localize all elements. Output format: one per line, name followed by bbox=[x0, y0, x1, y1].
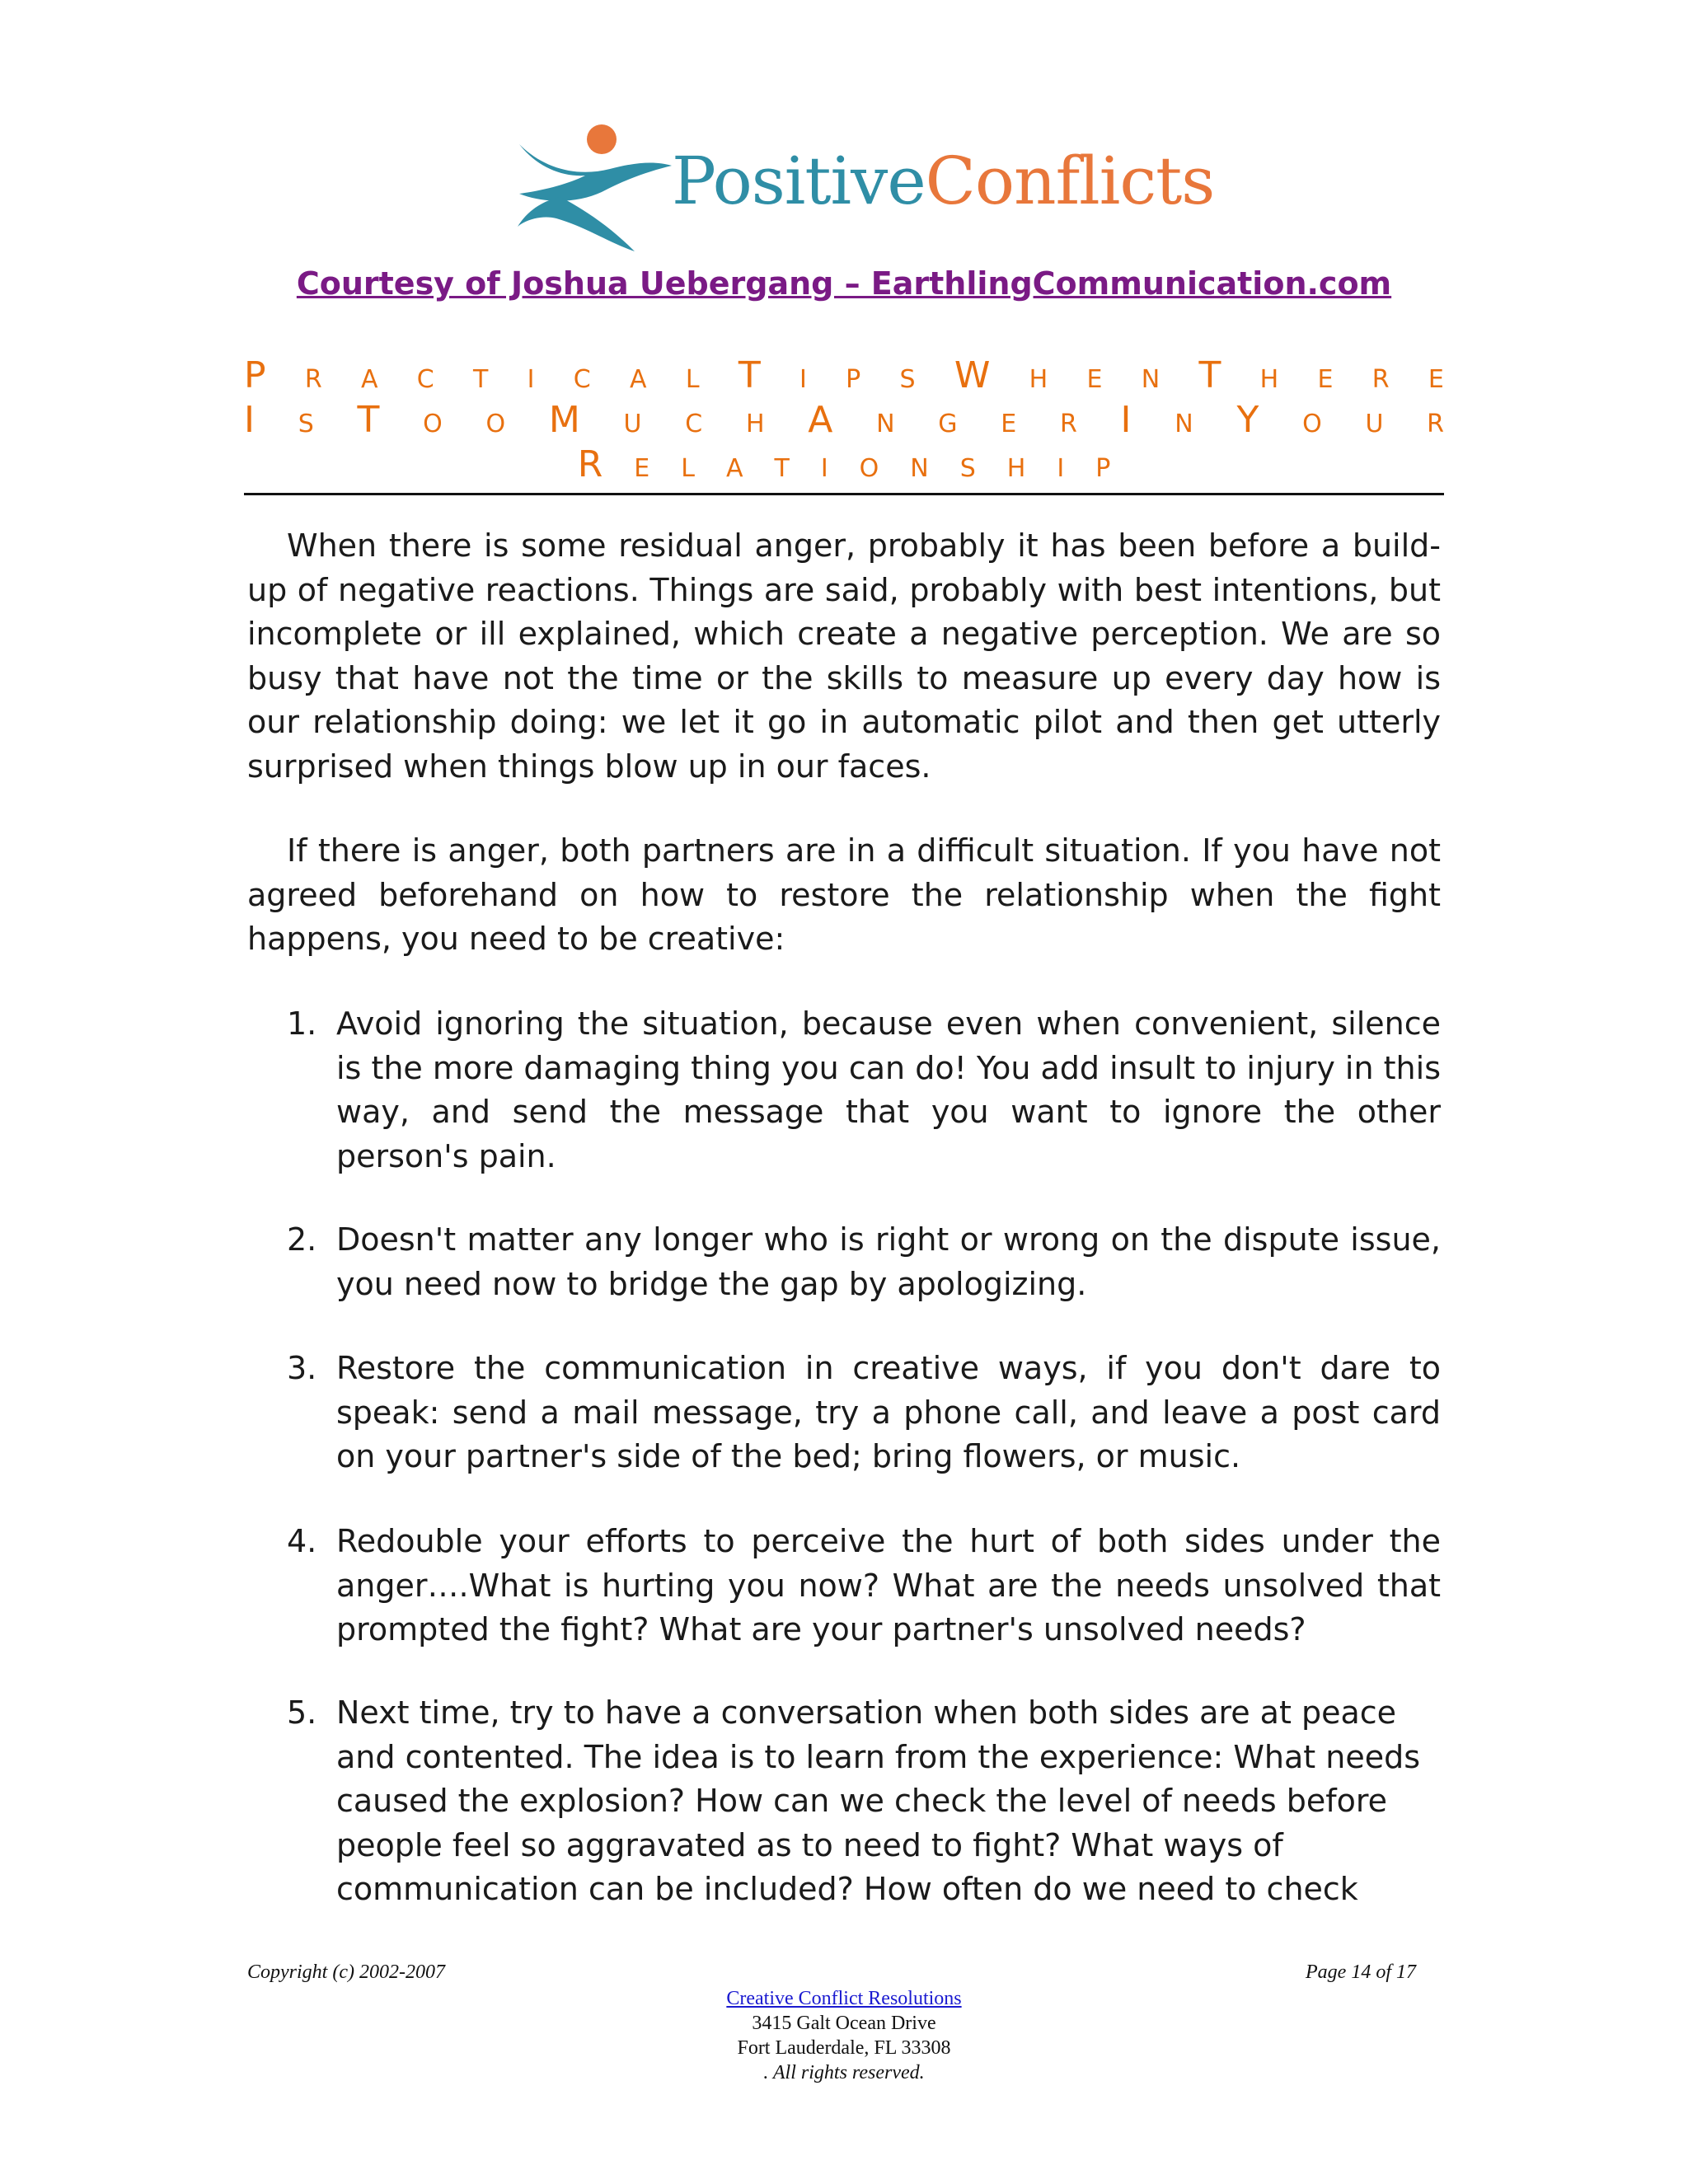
title-letter: R bbox=[1427, 410, 1444, 438]
title-letter: E bbox=[1428, 365, 1444, 394]
title-letter: G bbox=[938, 410, 958, 438]
list-text: Restore the communication in creative ways, if you don't dare to speak: send a mail message, try a phone call, and leave a post card on your partner's side of the bed; bring flowers, or music. bbox=[336, 1350, 1441, 1474]
list-number: 2. bbox=[287, 1221, 317, 1258]
title-letter: A bbox=[630, 365, 647, 394]
title-letter: E bbox=[1001, 410, 1017, 438]
title-letter: T bbox=[738, 354, 761, 396]
list-number: 1. bbox=[287, 1005, 317, 1042]
title-line-2 bbox=[244, 399, 1444, 443]
title-letter: O bbox=[1302, 410, 1322, 438]
title-letter: I bbox=[244, 399, 255, 441]
title-letter: M bbox=[548, 399, 580, 441]
footer-rights: . All rights reserved. bbox=[763, 2062, 925, 2083]
title-letter: H bbox=[1259, 365, 1279, 394]
title-letter: E bbox=[1086, 365, 1103, 394]
title-underline-rule bbox=[244, 493, 1444, 495]
paragraph-1: When there is some residual anger, probably it has been before a build-up of negative reactions. Things are said, probably with best intentions, but incomplete or ill explained, which create a negative perception. We are so busy that have not the time or the skills to measure up every day how is our relationship doing: we let it go in automatic pilot and then get utterly surprised when things blow up in our faces. bbox=[247, 527, 1441, 785]
title-letter: T bbox=[357, 399, 380, 441]
title-letter: N bbox=[876, 410, 895, 438]
figure-icon bbox=[511, 111, 676, 260]
title-letter: R bbox=[304, 365, 322, 394]
title-letter: L bbox=[681, 454, 695, 483]
footer-address bbox=[0, 1986, 1688, 2085]
list-number: 3. bbox=[287, 1350, 317, 1386]
positive-conflicts-logo bbox=[511, 111, 1215, 260]
title-letter: H bbox=[1029, 365, 1048, 394]
list-number: 4. bbox=[287, 1523, 317, 1559]
title-letter: E bbox=[634, 454, 650, 483]
title-letter: P bbox=[244, 354, 266, 396]
title-letter: H bbox=[1006, 454, 1026, 483]
footer-copyright: Copyright (c) 2002-2007 bbox=[247, 1961, 445, 1983]
title-letter: U bbox=[623, 410, 642, 438]
footer-page-number: Page 14 of 17 bbox=[1306, 1961, 1416, 1983]
title-letter: A bbox=[808, 399, 833, 441]
title-letter: A bbox=[725, 454, 743, 483]
title-letter: P bbox=[1095, 454, 1111, 483]
title-letter: H bbox=[745, 410, 765, 438]
title-letter: W bbox=[954, 354, 991, 396]
title-letter: T bbox=[1198, 354, 1221, 396]
title-letter: R bbox=[1059, 410, 1077, 438]
title-letter: Y bbox=[1236, 399, 1259, 441]
title-line-3 bbox=[244, 443, 1444, 488]
list-text: Doesn't matter any longer who is right or wrong on the dispute issue, you need now to bridge the gap by apologizing. bbox=[336, 1221, 1441, 1302]
footer-org-link[interactable]: Creative Conflict Resolutions bbox=[726, 1988, 962, 2009]
title-letter: I bbox=[799, 365, 807, 394]
list-text: Redouble your efforts to perceive the hurt of both sides under the anger….What is hurting you now? What are the needs unsolved that prompted the fight? What are your partner's unsolved needs? bbox=[336, 1523, 1441, 1647]
footer-address-line-2: Fort Lauderdale, FL 33308 bbox=[737, 2037, 951, 2059]
footer-address-line-1: 3415 Galt Ocean Drive bbox=[752, 2013, 936, 2034]
logo-wordmark: PositiveConflicts bbox=[672, 143, 1215, 219]
courtesy-link[interactable]: Courtesy of Joshua Uebergang – EarthlingCommunication.com bbox=[296, 265, 1392, 302]
title-letter: C bbox=[573, 365, 591, 394]
list-number: 5. bbox=[287, 1694, 317, 1731]
title-letter: U bbox=[1365, 410, 1384, 438]
list-text: Next time, try to have a conversation when both sides are at peace and contented. The idea is to learn from the experience: What needs caused the explosion? How can we check the level of needs before people feel so aggravated as to need to fight? What ways of communication can be included? How often do we need to check bbox=[336, 1694, 1421, 1907]
title-letter: T bbox=[774, 454, 790, 483]
title-letter: R bbox=[1372, 365, 1390, 394]
title-letter: N bbox=[1141, 365, 1160, 394]
title-letter: I bbox=[1120, 399, 1132, 441]
title-letter: O bbox=[859, 454, 879, 483]
title-letter: T bbox=[473, 365, 489, 394]
title-letter: S bbox=[298, 410, 314, 438]
title-letter: N bbox=[1175, 410, 1193, 438]
title-letter: R bbox=[577, 443, 603, 485]
title-letter: N bbox=[910, 454, 929, 483]
title-letter: P bbox=[846, 365, 861, 394]
title-letter: C bbox=[416, 365, 434, 394]
title-letter: S bbox=[899, 365, 916, 394]
title-letter: S bbox=[959, 454, 976, 483]
title-letter: A bbox=[360, 365, 378, 394]
title-letter: C bbox=[685, 410, 703, 438]
title-letter: I bbox=[1057, 454, 1065, 483]
title-letter: L bbox=[685, 365, 700, 394]
title-letter: O bbox=[423, 410, 443, 438]
list-text: Avoid ignoring the situation, because even when convenient, silence is the more damaging thing you can do! You add insult to injury in this way, and send the message that you want to ignore the other person's pain. bbox=[336, 1005, 1441, 1174]
document-title bbox=[244, 354, 1444, 488]
paragraph-2: If there is anger, both partners are in a difficult situation. If you have not agreed beforehand on how to restore the relationship when the fight happens, you need to be creative: bbox=[247, 832, 1441, 957]
title-letter: E bbox=[1317, 365, 1334, 394]
title-letter: I bbox=[820, 454, 828, 483]
title-line-1 bbox=[244, 354, 1444, 399]
title-letter: I bbox=[527, 365, 535, 394]
title-letter: O bbox=[485, 410, 506, 438]
